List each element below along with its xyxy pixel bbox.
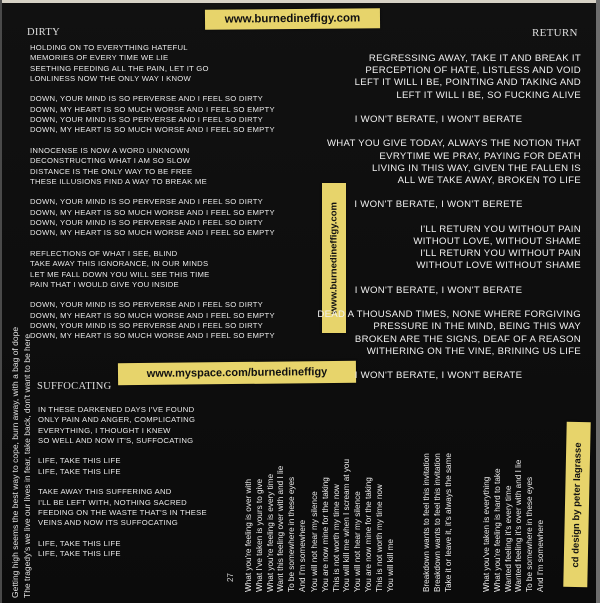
lyric-line: WITHOUT LOVE WITHOUT SHAME (416, 260, 581, 272)
side-line-2: Getting high seems the best way to cope, burn away, with a bag of dope (10, 326, 20, 598)
lyric-line: Breakdown wants to feel this invitation (432, 453, 442, 592)
lyric-line: WITHERING ON THE VINE, BRINING US LIFE (366, 345, 581, 357)
lyric-line: DOWN, YOUR MIND IS SO PERVERSE AND I FEEL SO DIRTY (30, 197, 264, 207)
lyric-line: WHAT YOU GIVE TODAY, ALWAYS THE NOTION THAT (326, 138, 581, 150)
lyric-line (38, 477, 207, 487)
page-number: 27 (226, 573, 235, 582)
lyric-line: WITHOUT LOVE, WITHOUT SHAME (413, 236, 581, 248)
lyric-line (296, 273, 581, 285)
lyric-line: REGRESSING AWAY, TAKE IT AND BREAK IT (368, 53, 581, 64)
rotated-column (422, 453, 454, 592)
lyric-line (296, 187, 581, 199)
lyric-line: I'LL RETURN YOU WITHOUT PAIN (420, 248, 581, 260)
lyric-line: DOWN, YOUR MIND IS SO PERVERSE AND I FEEL SO DIRTY (30, 218, 264, 228)
lyric-line: I'LL RETURN YOU WITHOUT PAIN (420, 223, 581, 235)
lyric-line: What I've taken is yours to give (254, 478, 264, 592)
lyric-line (296, 102, 581, 114)
lyric-line: And I'm somewhere (297, 519, 307, 592)
rotated-column (482, 460, 547, 592)
lyric-line: What you're feeling is over with (244, 478, 253, 592)
credit-tape (563, 422, 590, 587)
lyric-line: DOWN, MY HEART IS SO MUCH WORSE AND I FEEL SO EMPTY (30, 125, 275, 135)
lyric-line (30, 239, 275, 249)
lyric-line: Breakdown wants to feel this invitation (422, 453, 431, 592)
lyric-line: DOWN, YOUR MIND IS SO PERVERSE AND I FEEL SO DIRTY (30, 115, 264, 125)
lyric-line: EVERYTHING, I THOUGHT I KNEW (38, 425, 171, 435)
lyric-line (38, 529, 207, 539)
lyric-line: DOWN, MY HEART IS SO MUCH WORSE AND I FEEL SO EMPTY (30, 207, 275, 217)
lyric-line: EVRYTIME WE PRAY, PAYING FOR DEATH (379, 150, 581, 162)
website-url-vertical-text: www.burnedineffigy.com (328, 202, 340, 314)
lyric-line: And I'm somewhere (535, 519, 545, 592)
lyric-line: LET ME FALL DOWN YOU WILL SEE THIS TIME (30, 269, 210, 279)
lyric-line: ONLY PAIN AND ANGER, COMPLICATING (38, 415, 196, 425)
lyric-line: To be somewhere in these eyes (287, 476, 297, 592)
lyric-line (296, 358, 581, 370)
lyric-line: INNOCENSE IS NOW A WORD UNKNOWN (30, 145, 190, 155)
lyric-line: You are now mine for the taking (363, 477, 373, 592)
lyric-line: This is not worth my time now (374, 484, 384, 592)
side-line-1: The tragedy's we live our lives in fear, take back, don't want to be here (22, 333, 32, 598)
lyric-line: DOWN, YOUR MIND IS SO PERVERSE AND I FEEL SO DIRTY (30, 94, 264, 104)
lyric-line: DISTANCE IS THE ONLY WAY TO BE FREE (30, 166, 193, 176)
lyric-line: MEMORIES OF EVERY TIME WE LIE (30, 53, 169, 63)
lyric-line: LIFE, TAKE THIS LIFE (38, 538, 121, 548)
lyric-line: DOWN, YOUR MIND IS SO PERVERSE AND I FEEL SO DIRTY (30, 300, 264, 310)
lyric-line: BROKEN ARE THE SIGNS, DEAF OF A REASON (354, 333, 581, 345)
lyric-line: What you're feeling is hard to take (492, 468, 502, 592)
rotated-column (310, 459, 396, 592)
lyric-line: REFLECTIONS OF WHAT I SEE, BLIND (30, 248, 178, 258)
myspace-url-tape: www.myspace.com/burnedineffigy (118, 361, 356, 385)
lyric-line: PAIN THAT I WOULD GIVE YOU INSIDE (30, 279, 179, 289)
lyric-line (296, 212, 581, 224)
lyric-line: What you've taken is everything (482, 476, 491, 592)
lyric-line: VEINS AND NOW ITS SUFFOCATING (38, 518, 178, 528)
lyric-line: You will kill me when I scream at you (342, 458, 352, 592)
lyric-line (30, 84, 275, 94)
lyric-line: What you're feeling is every time (265, 473, 275, 592)
lyric-line (30, 290, 275, 300)
lyric-line (38, 446, 207, 456)
lyric-line: TAKE AWAY THIS IGNORANCE, IN OUR MINDS (30, 259, 209, 269)
lyric-line: This is not worth my time now (331, 484, 341, 592)
suffocating-lyrics (38, 405, 207, 559)
lyric-line: PRESSURE IN THE MIND, BEING THIS WAY (373, 321, 581, 333)
lyric-line: You are now mine for the taking (320, 477, 330, 592)
lyric-line: LONLINESS NOW THE ONLY WAY I KNOW (30, 73, 192, 83)
lyric-line: SO WELL AND NOW IT'S, SUFFOCATING (38, 435, 194, 445)
lyric-line: I WON'T BERATE, I WON'T BERETE (354, 199, 523, 211)
right-edge (596, 0, 600, 603)
lyric-line: I WON'T BERATE, I WON'T BERATE (354, 284, 523, 296)
lyric-line (30, 136, 275, 146)
lyric-line: PERCEPTION OF HATE, LISTLESS AND VOID (365, 65, 581, 77)
lyric-line: THESE ILLUSIONS FIND A WAY TO BREAK ME (30, 176, 207, 186)
lyric-line: LIFE, TAKE THIS LIFE (38, 466, 121, 476)
lyric-line: LIFE, TAKE THIS LIFE (38, 549, 121, 559)
lyric-line: ALL WE TAKE AWAY, BROKEN TO LIFE (397, 175, 581, 187)
lyric-line: DEAD A THOUSAND TIMES, NONE WHERE FORGIVING (317, 309, 581, 321)
lyric-line: LIFE, TAKE THIS LIFE (38, 456, 121, 466)
lyric-line: DOWN, MY HEART IS SO MUCH WORSE AND I FEEL SO EMPTY (30, 331, 275, 341)
lyric-line: LEFT IT WILL I BE, SO FUCKING ALIVE (396, 89, 581, 101)
lyric-line: IN THESE DARKENED DAYS I'VE FOUND (38, 405, 195, 414)
lyric-line: DOWN, MY HEART IS SO MUCH WORSE AND I FEEL SO EMPTY (30, 104, 275, 114)
lyric-line: HOLDING ON TO EVERYTHING HATEFUL (30, 43, 188, 52)
left-edge (0, 0, 2, 603)
lyric-line: Take it or leave it, it's always the same (443, 453, 453, 592)
lyric-line: You will kill me (385, 539, 395, 592)
top-edge (0, 0, 600, 3)
lyric-line (30, 187, 275, 197)
dirty-title: DIRTY (27, 27, 60, 38)
suffocating-title: SUFFOCATING (37, 381, 112, 392)
lyric-line: To be somewhere in these eyes (525, 476, 535, 592)
lyric-line: LIVING IN THIS WAY, GIVEN THE FALLEN IS (372, 162, 581, 174)
return-title: RETURN (532, 27, 578, 39)
lyric-line: Wanted feeling it's over with and I lie (514, 459, 524, 592)
lyric-line: Want this feeling over with and I lie (276, 465, 286, 592)
lyric-line: DOWN, YOUR MIND IS SO PERVERSE AND I FEEL SO DIRTY (30, 321, 264, 331)
return-lyrics (296, 53, 581, 382)
lyric-line: Wanted feeling it's every time (503, 485, 513, 592)
rotated-column (244, 466, 309, 592)
lyric-line (296, 126, 581, 138)
lyric-line: I WON'T BERATE, I WON'T BERATE (354, 114, 523, 126)
lyric-line: You will not hear my silence (310, 491, 319, 592)
lyric-line (296, 297, 581, 309)
lyric-line: FEEDING ON THE WASTE THAT'S IN THESE (38, 507, 207, 517)
lyric-line: SEETHING FEEDING ALL THE PAIN, LET IT GO (30, 63, 209, 73)
lyric-line: I'LL BE LEFT WITH, NOTHING SACRED (38, 497, 187, 507)
lyric-line: DOWN, MY HEART IS SO MUCH WORSE AND I FEEL SO EMPTY (30, 310, 275, 320)
lyric-line: TAKE AWAY THIS SUFFERING AND (38, 487, 172, 497)
credit-text: cd design by peter lagrasse (570, 441, 584, 568)
lyric-line: I WON'T BERATE, I WON'T BERATE (354, 370, 523, 382)
lyric-line: DECONSTRUCTING WHAT I AM SO SLOW (30, 156, 191, 166)
dirty-lyrics (30, 43, 275, 342)
website-url-tape: www.burnedineffigy.com (205, 8, 380, 30)
lyric-line: You will not hear my silence (353, 491, 363, 592)
lyric-line: DOWN, MY HEART IS SO MUCH WORSE AND I FEEL SO EMPTY (30, 228, 275, 238)
lyric-line: LEFT IT WILL I BE, POINTING AND TAKING AND (354, 77, 581, 89)
